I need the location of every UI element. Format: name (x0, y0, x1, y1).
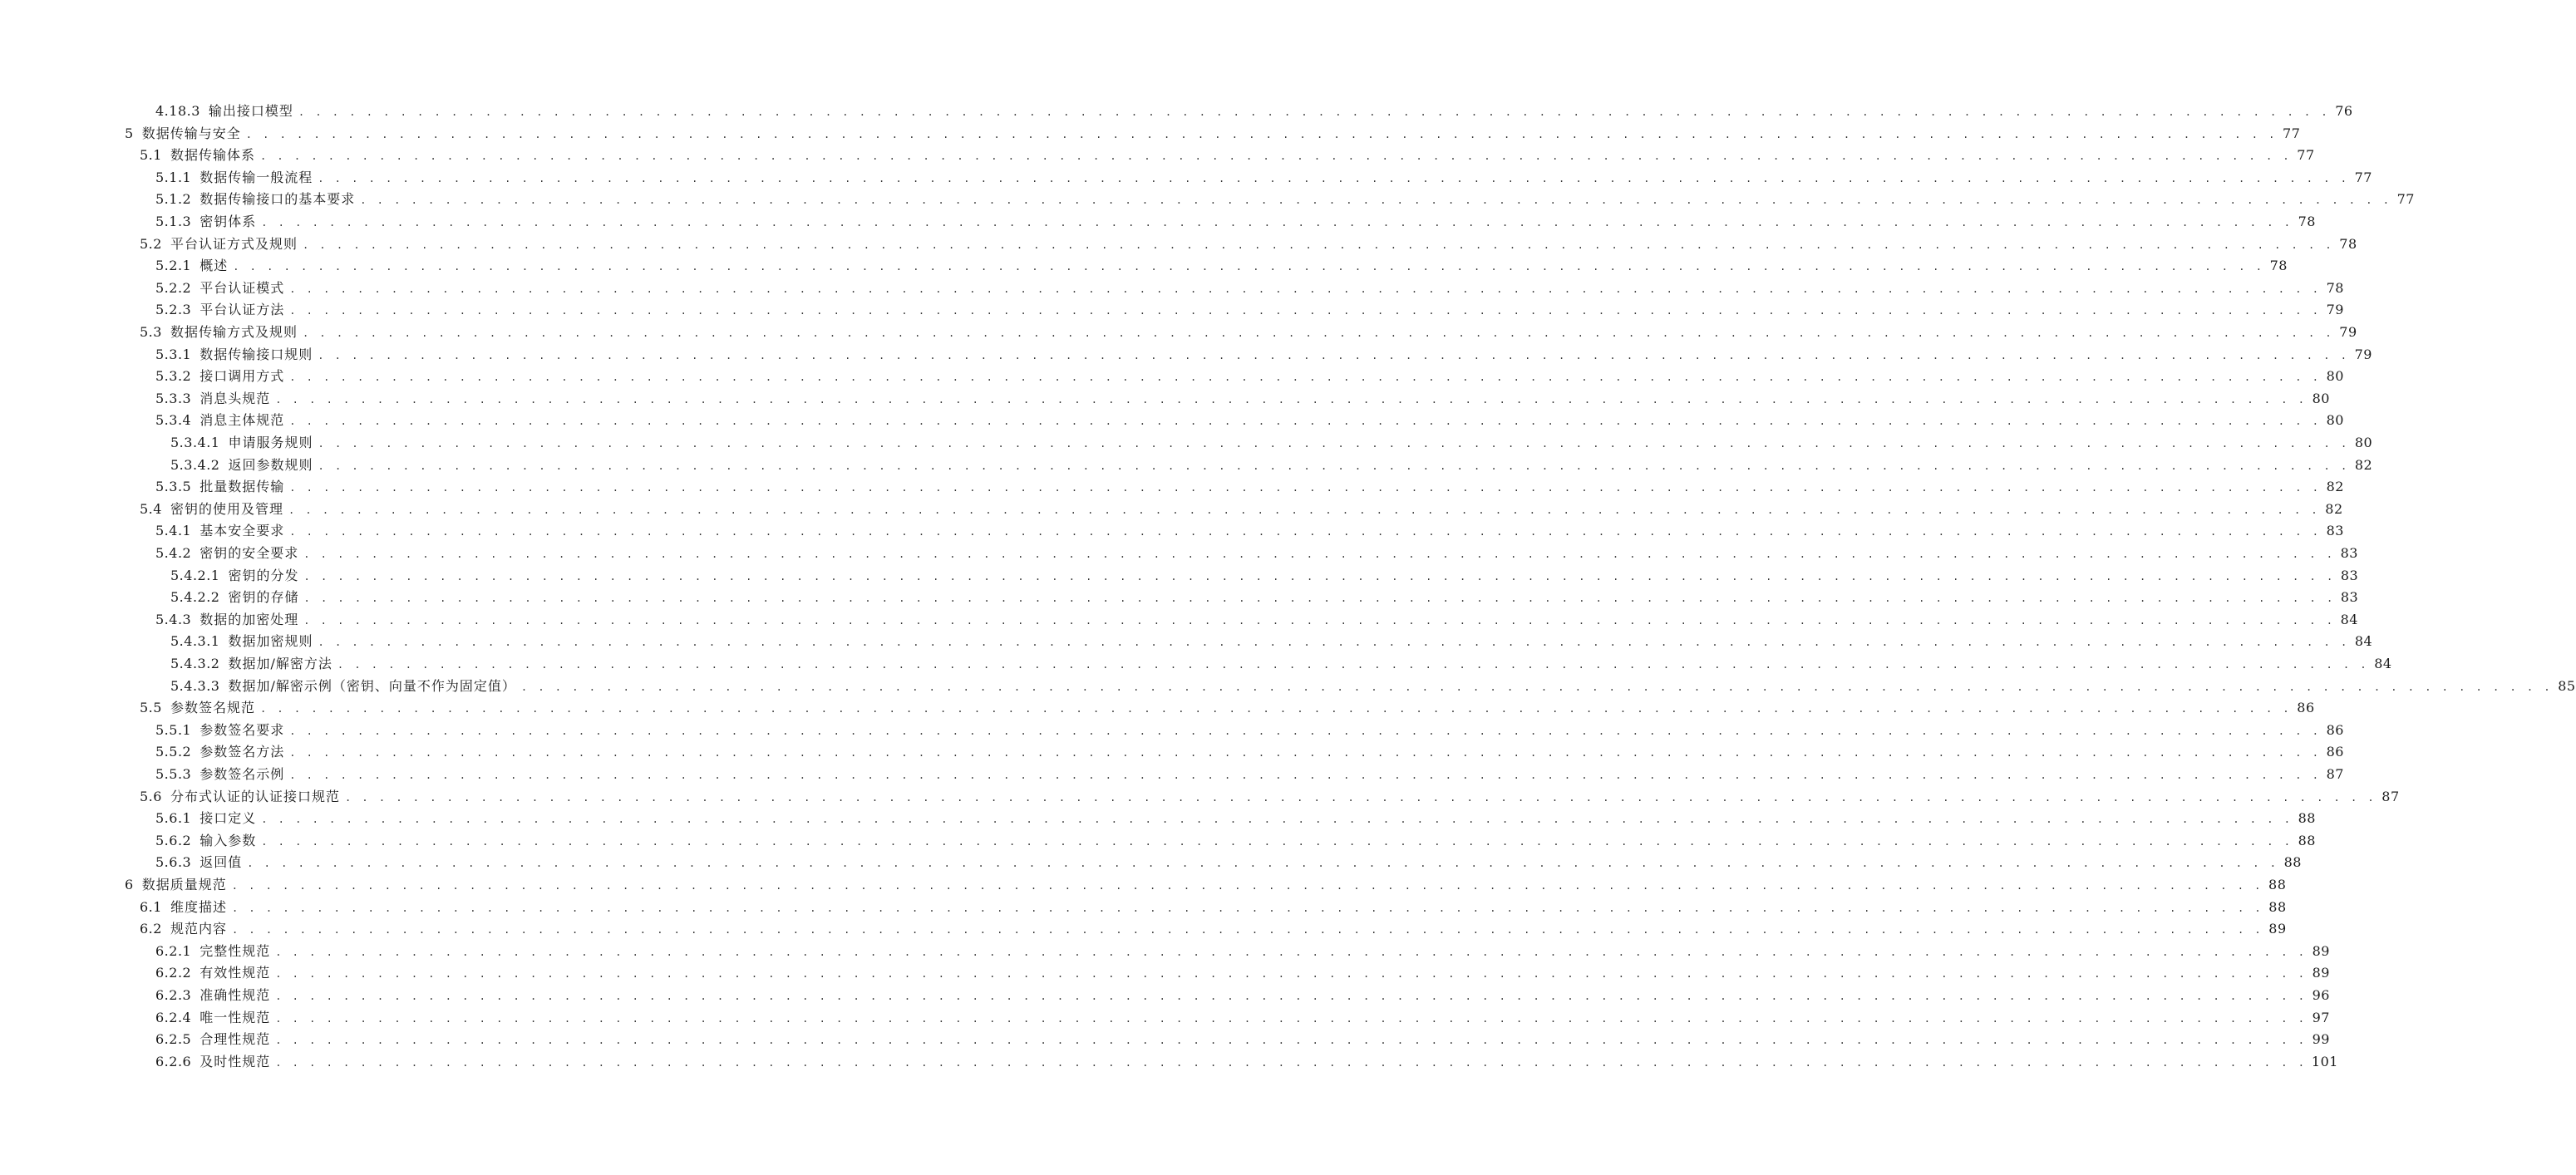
toc-entry-page-number: 83 (2340, 589, 2359, 606)
toc-entry-number: 6.1 (140, 898, 162, 915)
toc-entry[interactable] (155, 1051, 2338, 1073)
toc-entry-page-number: 84 (2354, 633, 2373, 650)
toc-entry-title: 平台认证方式及规则 (170, 235, 298, 252)
toc-entry-page-number: 79 (2354, 346, 2372, 362)
toc-entry-title: 数据传输接口的基本要求 (199, 191, 356, 208)
toc-entry-number: 6.2.2 (155, 965, 192, 981)
toc-entry-page-number: 88 (2298, 810, 2316, 827)
toc-entry[interactable] (155, 299, 2344, 321)
toc-dot-leader: . . . . . . . . . . . . . . . . . . . . . . . . . . . . . . . . . . . . . . . . . . . . . . . . . . . . . . . . . . . . . . . . . . . . . . . . . . . . . . . . . . . . . . . . . . . . . . . . . . . . . . . . . . . . . . . . . . . . . . . . (318, 460, 2350, 472)
toc-dot-leader: . . . . . . . . . . . . . . . . . . . . . . . . . . . . . . . . . . . . . . . . . . . . . . . . . . . . . . . . . . . . . . . . . . . . . . . . . . . . . . . . . . . . . . . . . . . . . . . . . . . . . . . . . . . . . . . . . . . . . . . . (275, 1035, 2307, 1047)
toc-dot-leader: . . . . . . . . . . . . . . . . . . . . . . . . . . . . . . . . . . . . . . . . . . . . . . . . . . . . . . . . . . . . . . . . . . . . . . . . . . . . . . . . . . . . . . . . . . . . . . . . . . . . . . . . . . . . . . . . . . . . . . . . (303, 548, 2335, 560)
toc-dot-leader: . . . . . . . . . . . . . . . . . . . . . . . . . . . . . . . . . . . . . . . . . . . . . . . . . . . . . . . . . . . . . . . . . . . . . . . . . . . . . . . . . . . . . . . . . . . . . . . . . . . . . . . . . . . . . . . . . . . . . . . . (275, 393, 2307, 406)
toc-entry-title: 批量数据传输 (199, 479, 285, 495)
toc-entry-page-number: 76 (2335, 103, 2353, 119)
toc-entry[interactable] (170, 653, 2392, 675)
toc-entry-page-number: 77 (2396, 191, 2415, 208)
toc-entry-title: 数据传输体系 (170, 147, 255, 164)
toc-entry-title: 维度描述 (170, 898, 227, 915)
toc-entry-title: 密钥体系 (199, 214, 257, 229)
toc-dot-leader: . . . . . . . . . . . . . . . . . . . . . . . . . . . . . . . . . . . . . . . . . . . . . . . . . . . . . . . . . . . . . . . . . . . . . . . . . . . . . . . . . . . . . . . . . . . . . . . . . . . . . . . . . . . . . . . . . . . . . . . . (289, 526, 2321, 538)
toc-entry-number: 5.3.4.1 (170, 435, 220, 450)
toc-dot-leader: . . . . . . . . . . . . . . . . . . . . . . . . . . . . . . . . . . . . . . . . . . . . . . . . . . . . . . . . . . . . . . . . . . . . . . . . . . . . . . . . . . . . . . . . . . . . . . . . . . . . . . . . . . . . . . . . . . . . . . . . (289, 283, 2321, 295)
toc-entry-number: 5.6.3 (155, 854, 192, 871)
toc-dot-leader: . . . . . . . . . . . . . . . . . . . . . . . . . . . . . . . . . . . . . . . . . . . . . . . . . . . . . . . . . . . . . . . . . . . . . . . . . . . . . . . . . . . . . . . . . . . . . . . . . . . . . . . . . . . . . . . . . . . . . . . . (337, 659, 2369, 671)
toc-entry[interactable] (155, 1029, 2330, 1050)
toc-entry-number: 5.5.2 (155, 744, 192, 760)
toc-entry-page-number: 101 (2311, 1053, 2338, 1069)
toc-entry[interactable] (155, 278, 2344, 299)
toc-entry-title: 有效性规范 (199, 965, 271, 981)
toc-dot-leader: . . . . . . . . . . . . . . . . . . . . . . . . . . . . . . . . . . . . . . . . . . . . . . . . . . . . . . . . . . . . . . . . . . . . . . . . . . . . . . . . . . . . . . . . . . . . . . . . . . . . . . . . . . . . . . . . . . . . . . . . (318, 349, 2349, 361)
toc-entry-page-number: 97 (2312, 1009, 2330, 1025)
toc-dot-leader: . . . . . . . . . . . . . . . . . . . . . . . . . . . . . . . . . . . . . . . . . . . . . . . . . . . . . . . . . . . . . . . . . . . . . . . . . . . . . . . . . . . . . . . . . . . . . . . . . . . . . . . . . . . . . . . . . . . . . . . . (275, 1056, 2307, 1069)
toc-entry-number: 5.6.1 (155, 810, 192, 827)
toc-entry-number: 6.2.3 (155, 987, 192, 1003)
toc-entry-title: 数据传输接口规则 (199, 346, 313, 362)
toc-dot-leader: . . . . . . . . . . . . . . . . . . . . . . . . . . . . . . . . . . . . . . . . . . . . . . . . . . . . . . . . . . . . . . . . . . . . . . . . . . . . . . . . . . . . . . . . . . . . . . . . . . . . . . . . . . . . . . . . . . . . . . . . (303, 592, 2336, 605)
toc-entry-title: 数据质量规范 (141, 877, 227, 892)
toc-entry-page-number: 82 (2325, 500, 2343, 517)
toc-entry-number: 6.2 (140, 921, 162, 937)
toc-entry-number: 5.3.1 (155, 346, 192, 362)
toc-entry[interactable] (155, 808, 2316, 829)
toc-entry-page-number: 79 (2339, 324, 2357, 340)
toc-entry-number: 5.3.5 (155, 479, 192, 495)
toc-entry-title: 接口定义 (199, 810, 257, 827)
toc-entry-title: 参数签名方法 (199, 744, 285, 760)
toc-dot-leader: . . . . . . . . . . . . . . . . . . . . . . . . . . . . . . . . . . . . . . . . . . . . . . . . . . . . . . . . . . . . . . . . . . . . . . . . . . . . . . . . . . . . . . . . . . . . . . . . . . . . . . . . . . . . . . . . . . . . . . . . (289, 482, 2321, 494)
toc-dot-leader: . . . . . . . . . . . . . . . . . . . . . . . . . . . . . . . . . . . . . . . . . . . . . . . . . . . . . . . . . . . . . . . . . . . . . . . . . . . . . . . . . . . . . . . . . . . . . . . . . . . . . . . . . . . . . . . . . . . . . . . . (259, 150, 2292, 163)
toc-dot-leader: . . . . . . . . . . . . . . . . . . . . . . . . . . . . . . . . . . . . . . . . . . . . . . . . . . . . . . . . . . . . . . . . . . . . . . . . . . . . . . . . . . . . . . . . . . . . . . . . . . . . . . . . . . . . . . . . . . . . . . . . (289, 371, 2321, 384)
toc-entry-page-number: 80 (2354, 435, 2373, 450)
toc-entry-page-number: 86 (2326, 744, 2344, 760)
toc-dot-leader: . . . . . . . . . . . . . . . . . . . . . . . . . . . . . . . . . . . . . . . . . . . . . . . . . . . . . . . . . . . . . . . . . . . . . . . . . . . . . . . . . . . . . . . . . . . . . . . . . . . . . . . . . . . . . . . . . . . . . . . . (302, 327, 2334, 339)
toc-entry-page-number: 87 (2381, 788, 2400, 804)
toc-entry-number: 5.3.4 (155, 412, 192, 429)
toc-dot-leader: . . . . . . . . . . . . . . . . . . . . . . . . . . . . . . . . . . . . . . . . . . . . . . . . . . . . . . . . . . . . . . . . . . . . . . . . . . . . . . . . . . . . . . . . . . . . . . . . . . . . . . . . . . . . . . . . . . . . . . . . (520, 681, 2553, 693)
toc-entry-number: 5.1.3 (155, 214, 192, 229)
toc-entry[interactable] (155, 167, 2372, 189)
toc-entry[interactable] (155, 189, 2415, 210)
toc-entry-number: 5.3.4.2 (170, 456, 220, 473)
toc-entry[interactable] (155, 255, 2288, 277)
toc-entry[interactable] (155, 211, 2316, 233)
toc-dot-leader: . . . . . . . . . . . . . . . . . . . . . . . . . . . . . . . . . . . . . . . . . . . . . . . . . . . . . . . . . . . . . . . . . . . . . . . . . . . . . . . . . . . . . . . . . . . . . . . . . . . . . . . . . . . . . . . . . . . . . . . . (259, 703, 2292, 715)
toc-entry-page-number: 88 (2268, 877, 2287, 892)
toc-entry-number: 5 (125, 125, 134, 141)
toc-entry-page-number: 83 (2326, 523, 2344, 539)
toc-entry-number: 5.2 (140, 235, 162, 252)
toc-entry-title: 参数签名示例 (199, 766, 285, 782)
toc-dot-leader: . . . . . . . . . . . . . . . . . . . . . . . . . . . . . . . . . . . . . . . . . . . . . . . . . . . . . . . . . . . . . . . . . . . . . . . . . . . . . . . . . . . . . . . . . . . . . . . . . . . . . . . . . . . . . . . . . . . . . . . . (233, 261, 2264, 273)
toc-entry-number: 5.3 (140, 324, 162, 340)
toc-entry-title: 返回值 (199, 854, 243, 871)
toc-entry[interactable] (155, 101, 2353, 122)
toc-entry[interactable] (125, 123, 2301, 145)
toc-entry-title: 基本安全要求 (199, 523, 285, 539)
toc-entry[interactable] (155, 852, 2302, 873)
toc-entry-title: 数据加密规则 (228, 633, 313, 650)
toc-entry-title: 参数签名要求 (199, 721, 285, 738)
toc-dot-leader: . . . . . . . . . . . . . . . . . . . . . . . . . . . . . . . . . . . . . . . . . . . . . . . . . . . . . . . . . . . . . . . . . . . . . . . . . . . . . . . . . . . . . . . . . . . . . . . . . . . . . . . . . . . . . . . . . . . . . . . . (298, 106, 2330, 118)
toc-entry-title: 密钥的分发 (228, 567, 299, 583)
toc-dot-leader: . . . . . . . . . . . . . . . . . . . . . . . . . . . . . . . . . . . . . . . . . . . . . . . . . . . . . . . . . . . . . . . . . . . . . . . . . . . . . . . . . . . . . . . . . . . . . . . . . . . . . . . . . . . . . . . . . . . . . . . . (318, 637, 2350, 649)
toc-entry-page-number: 80 (2312, 390, 2330, 406)
toc-dot-leader: . . . . . . . . . . . . . . . . . . . . . . . . . . . . . . . . . . . . . . . . . . . . . . . . . . . . . . . . . . . . . . . . . . . . . . . . . . . . . . . . . . . . . . . . . . . . . . . . . . . . . . . . . . . . . . . . . . . . . . . . (231, 880, 2263, 892)
toc-entry[interactable] (170, 565, 2359, 587)
toc-dot-leader: . . . . . . . . . . . . . . . . . . . . . . . . . . . . . . . . . . . . . . . . . . . . . . . . . . . . . . . . . . . . . . . . . . . . . . . . . . . . . . . . . . . . . . . . . . . . . . . . . . . . . . . . . . . . . . . . . . . . . . . . (275, 991, 2307, 1002)
toc-entry-title: 接口调用方式 (199, 368, 285, 385)
toc-entry-title: 数据的加密处理 (199, 611, 299, 627)
toc-dot-leader: . . . . . . . . . . . . . . . . . . . . . . . . . . . . . . . . . . . . . . . . . . . . . . . . . . . . . . . . . . . . . . . . . . . . . . . . . . . . . . . . . . . . . . . . . . . . . . . . . . . . . . . . . . . . . . . . . . . . . . . . (275, 946, 2307, 958)
toc-dot-leader: . . . . . . . . . . . . . . . . . . . . . . . . . . . . . . . . . . . . . . . . . . . . . . . . . . . . . . . . . . . . . . . . . . . . . . . . . . . . . . . . . . . . . . . . . . . . . . . . . . . . . . . . . . . . . . . . . . . . . . . . (288, 504, 2320, 516)
toc-entry[interactable] (170, 587, 2359, 608)
toc-entry-number: 5.1 (140, 147, 162, 164)
toc-entry-page-number: 96 (2312, 987, 2330, 1003)
toc-entry-page-number: 83 (2340, 545, 2358, 561)
toc-entry-title: 密钥的使用及管理 (170, 500, 283, 517)
toc-entry-title: 数据加/解密方法 (228, 656, 332, 671)
toc-entry[interactable] (170, 455, 2373, 476)
toc-entry[interactable] (155, 366, 2344, 387)
toc-entry-page-number: 88 (2268, 898, 2287, 915)
toc-entry-page-number: 79 (2326, 302, 2344, 318)
toc-entry[interactable] (125, 874, 2287, 896)
toc-entry-title: 分布式认证的认证接口规范 (170, 788, 340, 804)
toc-entry[interactable] (155, 609, 2358, 631)
toc-dot-leader: . . . . . . . . . . . . . . . . . . . . . . . . . . . . . . . . . . . . . . . . . . . . . . . . . . . . . . . . . . . . . . . . . . . . . . . . . . . . . . . . . . . . . . . . . . . . . . . . . . . . . . . . . . . . . . . . . . . . . . . . (289, 747, 2321, 760)
toc-entry[interactable] (140, 322, 2357, 343)
toc-entry-number: 6.2.5 (155, 1031, 192, 1048)
toc-dot-leader: . . . . . . . . . . . . . . . . . . . . . . . . . . . . . . . . . . . . . . . . . . . . . . . . . . . . . . . . . . . . . . . . . . . . . . . . . . . . . . . . . . . . . . . . . . . . . . . . . . . . . . . . . . . . . . . . . . . . . . . . (318, 438, 2350, 450)
toc-dot-leader: . . . . . . . . . . . . . . . . . . . . . . . . . . . . . . . . . . . . . . . . . . . . . . . . . . . . . . . . . . . . . . . . . . . . . . . . . . . . . . . . . . . . . . . . . . . . . . . . . . . . . . . . . . . . . . . . . . . . . . . . (318, 172, 2349, 184)
toc-entry-title: 唯一性规范 (199, 1009, 271, 1025)
toc-entry-title: 规范内容 (170, 921, 227, 937)
toc-dot-leader: . . . . . . . . . . . . . . . . . . . . . . . . . . . . . . . . . . . . . . . . . . . . . . . . . . . . . . . . . . . . . . . . . . . . . . . . . . . . . . . . . . . . . . . . . . . . . . . . . . . . . . . . . . . . . . . . . . . . . . . . (231, 902, 2263, 914)
toc-entry[interactable] (155, 962, 2330, 984)
toc-entry-title: 申请服务规则 (228, 435, 313, 450)
toc-entry-title: 参数签名规范 (170, 700, 255, 716)
toc-entry-page-number: 78 (2339, 235, 2357, 252)
toc-entry-number: 5.4.3.1 (170, 633, 220, 650)
toc-entry-page-number: 78 (2298, 214, 2316, 229)
toc-entry-title: 准确性规范 (199, 987, 271, 1003)
toc-entry[interactable] (140, 234, 2357, 255)
toc-entry-number: 5.2.2 (155, 279, 192, 296)
toc-entry-title: 消息主体规范 (199, 412, 285, 429)
toc-entry[interactable] (155, 476, 2344, 498)
toc-entry[interactable] (155, 543, 2358, 564)
toc-entry-page-number: 77 (2297, 147, 2315, 164)
toc-entry[interactable] (170, 432, 2373, 454)
toc-entry-number: 5.4.3 (155, 611, 192, 627)
toc-dot-leader: . . . . . . . . . . . . . . . . . . . . . . . . . . . . . . . . . . . . . . . . . . . . . . . . . . . . . . . . . . . . . . . . . . . . . . . . . . . . . . . . . . . . . . . . . . . . . . . . . . . . . . . . . . . . . . . . . . . . . . . . (261, 835, 2293, 848)
toc-entry-number: 6.2.6 (155, 1053, 192, 1069)
toc-entry-page-number: 99 (2312, 1031, 2330, 1048)
toc-entry[interactable] (155, 741, 2344, 763)
toc-entry-number: 5.6 (140, 788, 162, 804)
toc-entry-number: 6 (125, 877, 134, 892)
toc-entry[interactable] (155, 1007, 2330, 1029)
toc-entry[interactable] (140, 499, 2343, 520)
toc-dot-leader: . . . . . . . . . . . . . . . . . . . . . . . . . . . . . . . . . . . . . . . . . . . . . . . . . . . . . . . . . . . . . . . . . . . . . . . . . . . . . . . . . . . . . . . . . . . . . . . . . . . . . . . . . . . . . . . . . . . . . . . . (302, 238, 2334, 251)
toc-entry[interactable] (140, 897, 2287, 918)
toc-entry[interactable] (155, 720, 2344, 741)
toc-entry-page-number: 80 (2326, 368, 2344, 385)
toc-entry-number: 5.4.2.1 (170, 567, 220, 583)
toc-entry-page-number: 85 (2558, 677, 2576, 694)
toc-dot-leader: . . . . . . . . . . . . . . . . . . . . . . . . . . . . . . . . . . . . . . . . . . . . . . . . . . . . . . . . . . . . . . . . . . . . . . . . . . . . . . . . . . . . . . . . . . . . . . . . . . . . . . . . . . . . . . . . . . . . . . . . (275, 968, 2307, 981)
toc-entry[interactable] (155, 520, 2344, 542)
toc-entry-number: 5.4.3.2 (170, 656, 220, 671)
toc-entry-number: 5.4.1 (155, 523, 192, 539)
toc-dot-leader: . . . . . . . . . . . . . . . . . . . . . . . . . . . . . . . . . . . . . . . . . . . . . . . . . . . . . . . . . . . . . . . . . . . . . . . . . . . . . . . . . . . . . . . . . . . . . . . . . . . . . . . . . . . . . . . . . . . . . . . . (289, 725, 2321, 737)
toc-entry-title: 概述 (199, 258, 229, 274)
toc-entry-page-number: 86 (2297, 700, 2315, 716)
toc-entry[interactable] (170, 676, 2576, 697)
toc-entry-page-number: 82 (2354, 456, 2373, 473)
toc-entry-number: 5.4.2 (155, 545, 192, 561)
toc-entry-page-number: 82 (2326, 479, 2344, 495)
toc-dot-leader: . . . . . . . . . . . . . . . . . . . . . . . . . . . . . . . . . . . . . . . . . . . . . . . . . . . . . . . . . . . . . . . . . . . . . . . . . . . . . . . . . . . . . . . . . . . . . . . . . . . . . . . . . . . . . . . . . . . . . . . . (303, 570, 2336, 583)
toc-entry-number: 6.2.4 (155, 1009, 192, 1025)
toc-entry[interactable] (155, 344, 2372, 366)
toc-entry-page-number: 77 (2283, 125, 2301, 141)
toc-entry-page-number: 87 (2326, 766, 2344, 782)
toc-dot-leader: . . . . . . . . . . . . . . . . . . . . . . . . . . . . . . . . . . . . . . . . . . . . . . . . . . . . . . . . . . . . . . . . . . . . . . . . . . . . . . . . . . . . . . . . . . . . . . . . . . . . . . . . . . . . . . . . . . . . . . . . (303, 614, 2335, 627)
toc-dot-leader: . . . . . . . . . . . . . . . . . . . . . . . . . . . . . . . . . . . . . . . . . . . . . . . . . . . . . . . . . . . . . . . . . . . . . . . . . . . . . . . . . . . . . . . . . . . . . . . . . . . . . . . . . . . . . . . . . . . . . . . . (247, 858, 2278, 870)
toc-dot-leader: . . . . . . . . . . . . . . . . . . . . . . . . . . . . . . . . . . . . . . . . . . . . . . . . . . . . . . . . . . . . . . . . . . . . . . . . . . . . . . . . . . . . . . . . . . . . . . . . . . . . . . . . . . . . . . . . . . . . . . . . (275, 1012, 2307, 1025)
toc-entry[interactable] (155, 941, 2330, 962)
toc-dot-leader: . . . . . . . . . . . . . . . . . . . . . . . . . . . . . . . . . . . . . . . . . . . . . . . . . . . . . . . . . . . . . . . . . . . . . . . . . . . . . . . . . . . . . . . . . . . . . . . . . . . . . . . . . . . . . . . . . . . . . . . . (231, 924, 2263, 937)
toc-entry[interactable] (140, 697, 2315, 719)
toc-dot-leader: . . . . . . . . . . . . . . . . . . . . . . . . . . . . . . . . . . . . . . . . . . . . . . . . . . . . . . . . . . . . . . . . . . . . . . . . . . . . . . . . . . . . . . . . . . . . . . . . . . . . . . . . . . . . . . . . . . . . . . . . (261, 814, 2293, 826)
toc-entry-title: 密钥的存储 (228, 589, 299, 606)
toc-entry[interactable] (155, 388, 2330, 410)
toc-entry-title: 消息头规范 (199, 390, 271, 406)
toc-entry-page-number: 77 (2354, 169, 2372, 185)
toc-entry-title: 合理性规范 (199, 1031, 271, 1048)
toc-dot-leader: . . . . . . . . . . . . . . . . . . . . . . . . . . . . . . . . . . . . . . . . . . . . . . . . . . . . . . . . . . . . . . . . . . . . . . . . . . . . . . . . . . . . . . . . . . . . . . . . . . . . . . . . . . . . . . . . . . . . . . . . (289, 769, 2321, 781)
toc-dot-leader: . . . . . . . . . . . . . . . . . . . . . . . . . . . . . . . . . . . . . . . . . . . . . . . . . . . . . . . . . . . . . . . . . . . . . . . . . . . . . . . . . . . . . . . . . . . . . . . . . . . . . . . . . . . . . . . . . . . . . . . . (289, 415, 2321, 428)
toc-entry-number: 5.4.2.2 (170, 589, 220, 606)
toc-entry-number: 5.1.1 (155, 169, 192, 185)
toc-entry-title: 及时性规范 (199, 1053, 271, 1069)
toc-entry-page-number: 83 (2340, 567, 2359, 583)
toc-entry-number: 6.2.1 (155, 942, 192, 959)
toc-entry-page-number: 88 (2298, 832, 2316, 848)
toc-entry-page-number: 86 (2326, 721, 2344, 738)
toc-entry-number: 5.3.2 (155, 368, 192, 385)
toc-entry-page-number: 89 (2312, 942, 2330, 959)
toc-entry-title: 完整性规范 (199, 942, 271, 959)
toc-entry-title: 密钥的安全要求 (199, 545, 299, 561)
toc-entry[interactable] (140, 786, 2400, 808)
toc-dot-leader: . . . . . . . . . . . . . . . . . . . . . . . . . . . . . . . . . . . . . . . . . . . . . . . . . . . . . . . . . . . . . . . . . . . . . . . . . . . . . . . . . . . . . . . . . . . . . . . . . . . . . . . . . . . . . . . . . . . . . . . . (245, 128, 2278, 140)
toc-entry-number: 5.5.1 (155, 721, 192, 738)
toc-entry[interactable] (155, 830, 2316, 852)
toc-entry-page-number: 78 (2326, 279, 2344, 296)
toc-entry-page-number: 78 (2269, 258, 2288, 274)
toc-dot-leader: . . . . . . . . . . . . . . . . . . . . . . . . . . . . . . . . . . . . . . . . . . . . . . . . . . . . . . . . . . . . . . . . . . . . . . . . . . . . . . . . . . . . . . . . . . . . . . . . . . . . . . . . . . . . . . . . . . . . . . . . (360, 194, 2391, 207)
toc-entry-title: 平台认证模式 (199, 279, 285, 296)
toc-entry[interactable] (170, 631, 2373, 652)
toc-entry-page-number: 88 (2283, 854, 2302, 871)
toc-entry-title: 平台认证方法 (199, 302, 285, 318)
toc-entry-page-number: 89 (2312, 965, 2330, 981)
toc-entry-title: 数据传输与安全 (141, 125, 241, 141)
toc-entry-title: 输出接口模型 (208, 103, 293, 119)
toc-entry-number: 5.4.3.3 (170, 677, 220, 694)
toc-dot-leader: . . . . . . . . . . . . . . . . . . . . . . . . . . . . . . . . . . . . . . . . . . . . . . . . . . . . . . . . . . . . . . . . . . . . . . . . . . . . . . . . . . . . . . . . . . . . . . . . . . . . . . . . . . . . . . . . . . . . . . . . (289, 305, 2321, 317)
toc-entry-number: 5.6.2 (155, 832, 192, 848)
toc-entry-title: 数据传输方式及规则 (170, 324, 298, 340)
toc-entry-number: 5.1.2 (155, 191, 192, 208)
toc-entry-number: 4.18.3 (155, 103, 200, 119)
toc-entry-number: 5.4 (140, 500, 162, 517)
toc-entry-number: 5.2.3 (155, 302, 192, 318)
toc-entry[interactable] (140, 145, 2315, 166)
toc-entry-page-number: 84 (2374, 656, 2392, 671)
toc-entry-number: 5.2.1 (155, 258, 192, 274)
toc-entry-title: 数据加/解密示例（密钥、向量不作为固定值） (228, 677, 516, 694)
toc-entry-number: 5.3.3 (155, 390, 192, 406)
toc-dot-leader: . . . . . . . . . . . . . . . . . . . . . . . . . . . . . . . . . . . . . . . . . . . . . . . . . . . . . . . . . . . . . . . . . . . . . . . . . . . . . . . . . . . . . . . . . . . . . . . . . . . . . . . . . . . . . . . . . . . . . . . . (344, 791, 2377, 804)
toc-entry-page-number: 89 (2268, 921, 2287, 937)
toc-dot-leader: . . . . . . . . . . . . . . . . . . . . . . . . . . . . . . . . . . . . . . . . . . . . . . . . . . . . . . . . . . . . . . . . . . . . . . . . . . . . . . . . . . . . . . . . . . . . . . . . . . . . . . . . . . . . . . . . . . . . . . . . (261, 217, 2293, 229)
toc-entry[interactable] (155, 764, 2344, 785)
toc-entry-title: 输入参数 (199, 832, 257, 848)
toc-entry-page-number: 84 (2340, 611, 2358, 627)
toc-entry-title: 数据传输一般流程 (199, 169, 313, 185)
toc-entry-number: 5.5 (140, 700, 162, 716)
toc-entry-title: 返回参数规则 (228, 456, 313, 473)
toc-entry[interactable] (155, 410, 2344, 431)
toc-entry[interactable] (155, 985, 2330, 1006)
toc-entry[interactable] (140, 918, 2287, 940)
toc-entry-number: 5.5.3 (155, 766, 192, 782)
toc-entry-page-number: 80 (2326, 412, 2344, 429)
